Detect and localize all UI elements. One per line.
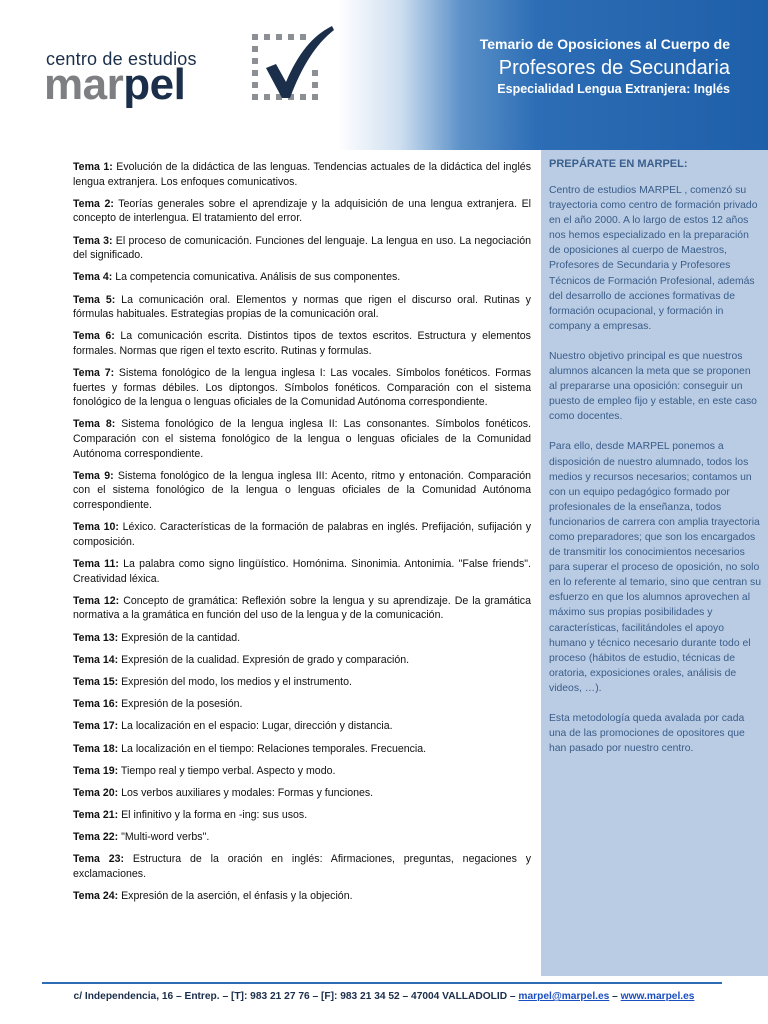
logo-wordmark [44, 61, 185, 109]
tema-text: Expresión del modo, los medios y el instrumento. [118, 675, 352, 688]
tema-text: Estructura de la oración en inglés: Afirmaciones, preguntas, negaciones y exclamaciones. [73, 853, 531, 881]
tema-text: Sistema fonológico de la lengua inglesa II: Las consonantes. Símbolos fonéticos. Comparación con el sistema fonológico de la lengua o lenguas oficiales de la Comunidad Autónoma correspondiente. [73, 418, 531, 460]
tema-text: Concepto de gramática: Reflexión sobre la lengua y su aprendizaje. De la gramática normativa a la gramática en función del uso de la lengua y de la comunicación. [73, 594, 531, 622]
tema-label: Tema 23: [73, 853, 125, 866]
tema-label: Tema 8: [73, 418, 116, 431]
tema-label: Tema 9: [73, 469, 114, 482]
tema-label: Tema 19: [73, 764, 119, 777]
tema-item [73, 719, 531, 734]
tema-label: Tema 5: [73, 293, 116, 306]
tema-text: El proceso de comunicación. Funciones del lenguaje. La lengua en uso. La negociación del significado. [73, 234, 531, 262]
footer-email-link[interactable]: marpel@marpel.es [518, 991, 610, 1002]
tema-label: Tema 16: [73, 698, 119, 711]
tema-text: Evolución de la didáctica de las lenguas. Tendencias actuales de la didáctica del inglés lengua extranjera. Los enfoques comunicativos. [73, 161, 531, 188]
tema-label: Tema 14: [73, 653, 119, 666]
tema-item [73, 889, 531, 904]
tema-item [73, 520, 531, 549]
tema-item [73, 417, 531, 461]
tema-label: Tema 2: [73, 197, 114, 210]
tema-text: El infinitivo y la forma en -ing: sus usos. [118, 809, 308, 822]
header-title-line2: Profesores de Secundaria [498, 57, 730, 79]
tema-item [73, 329, 531, 358]
footer-website-link[interactable]: www.marpel.es [620, 991, 695, 1002]
tema-label: Tema 12: [73, 594, 120, 607]
sidebar-title: PREPÁRATE EN MARPEL: [549, 158, 688, 170]
tema-label: Tema 6: [73, 330, 115, 343]
tema-item [73, 270, 531, 285]
tema-text: Expresión de la aserción, el énfasis y la objeción. [118, 890, 353, 903]
tema-label: Tema 22: [73, 831, 119, 844]
tema-item [73, 697, 531, 712]
sidebar-paragraph: Para ello, desde MARPEL ponemos a disposición de nuestro alumnado, todos los medios y recursos necesarios; contamos un con un equipo pedagógico formado por profesionales de la enseñanza, todos funcionarios de carrera con amplia trayectoria como preparadores; que son los encargados de transmitir los conocimientos necesarios para superar el proceso de oposición, no solo en lo referente al temario, sino que centran su esfuerzo en que los alumnos aprovechen al máximo sus propias posibilidades y características, facilitándoles el apoyo humano y técnico necesario durante todo el proceso (hábitos de estudio, técnicas de oratoria, exposiciones orales, análisis de videos, …). [549, 441, 761, 694]
tema-label: Tema 13: [73, 631, 119, 644]
tema-text: Sistema fonológico de la lengua inglesa III: Acento, ritmo y entonación. Comparación con el sistema fonológico de la lengua o lenguas oficiales de la Comunidad Autónoma correspondiente. [73, 469, 531, 512]
tema-item [73, 197, 531, 226]
tema-item [73, 160, 531, 189]
tema-text: Expresión de la cualidad. Expresión de grado y comparación. [118, 653, 410, 666]
tema-text: La competencia comunicativa. Análisis de sus componentes. [112, 271, 401, 284]
tema-label: Tema 7: [73, 367, 115, 380]
footer-contact [0, 991, 768, 1002]
tema-text: La localización en el tiempo: Relaciones temporales. Frecuencia. [118, 742, 427, 755]
tema-item [73, 234, 531, 263]
tema-text: Tiempo real y tiempo verbal. Aspecto y modo. [118, 764, 336, 777]
tema-text: "Multi-word verbs". [118, 831, 210, 844]
tema-item [73, 293, 531, 322]
tema-label: Tema 10: [73, 521, 119, 534]
tema-label: Tema 18: [73, 742, 119, 755]
tema-label: Tema 4: [73, 271, 113, 284]
tema-label: Tema 24: [73, 890, 119, 903]
tema-text: La localización en el espacio: Lugar, dirección y distancia. [118, 720, 393, 733]
footer-divider [42, 982, 722, 984]
header-title-line1: Temario de Oposiciones al Cuerpo de [479, 36, 730, 52]
tema-item [73, 830, 531, 845]
temario-list [73, 160, 531, 911]
sidebar-panel [541, 150, 768, 976]
footer-address: c/ Independencia, 16 – Entrep. – [T]: 983 21 27 76 – [F]: 983 21 34 52 – 47004 VALLADOLID – [73, 991, 519, 1002]
tema-label: Tema 1: [73, 161, 113, 173]
logo-mar: mar [44, 60, 124, 109]
tema-text: Teorías generales sobre el aprendizaje y la adquisición de una lengua extranjera. El concepto de interlengua. El tratamiento del error. [73, 197, 531, 225]
logo-pel: pel [123, 60, 186, 109]
checkmark-logo-icon [246, 24, 338, 116]
tema-item [73, 557, 531, 586]
tema-item [73, 631, 531, 646]
tema-label: Tema 3: [73, 234, 113, 247]
tema-item [73, 786, 531, 801]
tema-text: Expresión de la posesión. [118, 698, 243, 711]
sidebar-paragraph: Nuestro objetivo principal es que nuestros alumnos alcancen la meta que se proponen al prepararse una oposición: conseguir un puesto de empleo fijo y estable, en este caso como docentes. [549, 350, 757, 423]
tema-item [73, 366, 531, 410]
tema-text: Léxico. Características de la formación de palabras en inglés. Prefijación, sufijación y composición. [73, 521, 531, 548]
header-title-line3: Especialidad Lengua Extranjera: Inglés [497, 82, 730, 96]
tema-item [73, 469, 531, 513]
tema-text: Expresión de la cantidad. [118, 631, 241, 644]
tema-label: Tema 20: [73, 786, 119, 799]
tema-text: La comunicación escrita. Distintos tipos de textos escritos. Estructura y elementos formales. Normas que rigen el texto escrito. Rutinas y formulas. [73, 330, 531, 357]
tema-item [73, 852, 531, 881]
tema-item [73, 653, 531, 668]
sidebar-paragraph: Centro de estudios MARPEL , comenzó su trayectoria como centro de formación privado en el año 2000. A lo largo de estos 12 años nos hemos especializado en la preparación de oposiciones al cuerpo de Maestros, Profesores de Secundaria y Profesores Técnicos de Formación Profesional, además del desarrollo de acciones formativas de formación ocupacional, y formación in company a empresas. [549, 185, 758, 332]
tema-text: Los verbos auxiliares y modales: Formas y funciones. [118, 786, 374, 799]
tema-text: La comunicación oral. Elementos y normas que rigen el discurso oral. Rutinas y fórmulas habituales. Estrategias propias de la comunicación oral. [73, 293, 531, 321]
logo-text-top: centro de estudios [46, 49, 197, 69]
tema-text: Sistema fonológico de la lengua inglesa I: Las vocales. Símbolos fonéticos. Formas fuertes y formas débiles. Los diptongos. Símbolos fonéticos. Comparación con el sistema fonológico de la lengua o lenguas oficiales de la Comunidad Autónoma correspondiente. [73, 367, 531, 409]
tema-label: Tema 17: [73, 720, 119, 733]
header-banner [0, 0, 768, 150]
tema-item [73, 594, 531, 623]
tema-label: Tema 11: [73, 558, 119, 570]
tema-item [73, 675, 531, 690]
tema-text: La palabra como signo lingüístico. Homónima. Sinonimia. Antonimia. "False friends". Creatividad léxica. [73, 558, 531, 585]
sidebar-paragraph: Esta metodología queda avalada por cada una de las promociones de opositores que han pasado por nuestro centro. [549, 713, 745, 755]
tema-item [73, 764, 531, 779]
sidebar-body [549, 183, 761, 771]
footer-separator: – [609, 991, 621, 1002]
tema-label: Tema 15: [73, 675, 119, 688]
tema-item [73, 742, 531, 757]
tema-item [73, 808, 531, 823]
tema-label: Tema 21: [73, 809, 119, 822]
